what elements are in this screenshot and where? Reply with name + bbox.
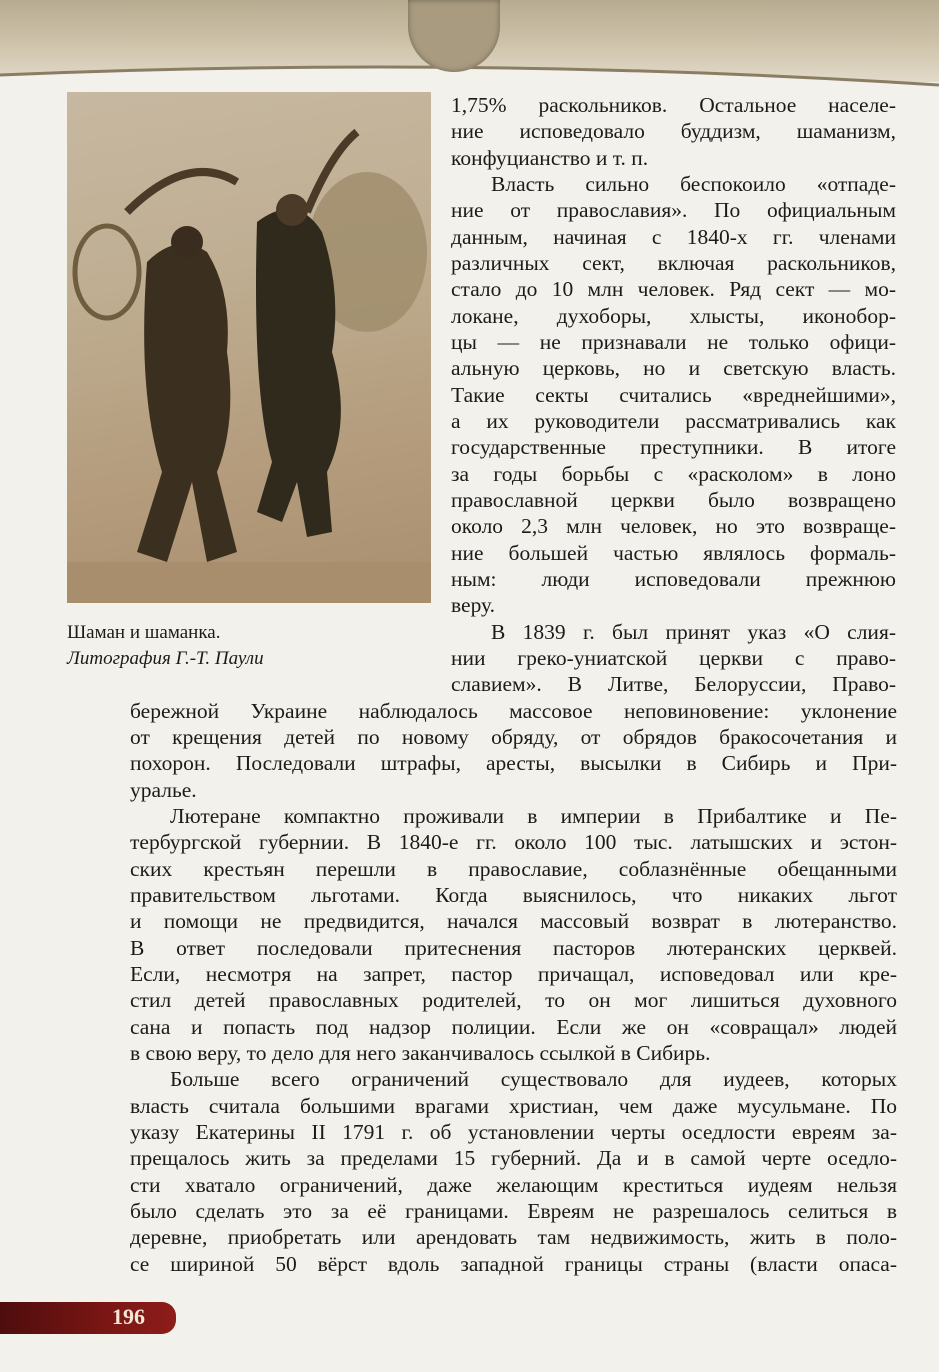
header-banner [0, 0, 939, 95]
shaman-lithograph-image [67, 92, 431, 603]
text-line: локане, духоборы, хлысты, иконобор- [451, 304, 896, 328]
text-line: ние большей частью являлось формаль- [451, 541, 896, 565]
text-line: православной церкви было возвращено [451, 488, 896, 512]
text-line: стил детей православных родителей, то он мог лишиться духовного [130, 988, 897, 1012]
text-line: государственные преступники. В итоге [451, 435, 896, 459]
text-line: похорон. Последовали штрафы, аресты, высылки в Сибирь и При- [130, 751, 897, 775]
caption-credit: Литография Г.-Т. Паули [67, 648, 264, 669]
text-line: Такие секты считались «вреднейшими», [451, 383, 896, 407]
text-line: от крещения детей по новому обряду, от обрядов бракосочетания и [130, 725, 897, 749]
page-number-tab [0, 1302, 176, 1334]
text-line: правительством льготами. Когда выяснилось, что никаких льгот [130, 883, 897, 907]
text-line: власть считала большими врагами христиан, чем даже мусульмане. По [130, 1094, 897, 1118]
page-number: 196 [112, 1304, 145, 1329]
text-line: указу Екатерины II 1791 г. об установлении черты оседлости евреям за- [130, 1120, 897, 1144]
text-line: ние исповедовало буддизм, шаманизм, [451, 119, 896, 143]
caption-title: Шаман и шаманка. [67, 622, 221, 643]
text-line: веру. [451, 593, 496, 617]
text-line: нии греко-униатской церкви с право- [451, 646, 896, 670]
text-line: различных сект, включая раскольников, [451, 251, 896, 275]
text-line: за годы борьбы с «расколом» в лоно [451, 462, 896, 486]
text-line: данным, начиная с 1840-х гг. членами [451, 225, 896, 249]
text-line: деревне, приобретать или арендовать там недвижимость, жить в поло- [130, 1225, 897, 1249]
text-line: в свою веру, то дело для него заканчивалось ссылкой в Сибирь. [130, 1041, 711, 1065]
text-line: сти хватало ограничений, даже желающим креститься иудеям нельзя [130, 1173, 897, 1197]
text-line: ние от православия». По официальным [451, 198, 896, 222]
text-line: а их руководители рассматривались как [451, 409, 896, 433]
text-line: около 2,3 млн человек, но это возвраще- [451, 514, 896, 538]
text-line: се шириной 50 вёрст вдоль западной границы страны (власти опаса- [130, 1252, 897, 1276]
text-line: уралье. [130, 778, 197, 802]
text-line: сана и попасть под надзор полиции. Если же он «совращал» людей [130, 1015, 897, 1039]
figure-caption [67, 620, 264, 672]
text-line: Власть сильно беспокоило «отпаде- [491, 172, 896, 196]
text-line: и помощи не предвидится, начался массовый возврат в лютеранство. [130, 909, 897, 933]
text-line: ным: люди исповедовали прежнюю [451, 567, 896, 591]
text-line: славием». В Литве, Белоруссии, Право- [451, 672, 896, 696]
text-line: было сделать это за её границами. Евреям не разрешалось селиться в [130, 1199, 897, 1223]
text-line: 1,75% раскольников. Остальное населе- [451, 93, 896, 117]
text-line: Лютеране компактно проживали в империи в Прибалтике и Пе- [170, 804, 897, 828]
text-line: В 1839 г. был принят указ «О слия- [491, 620, 896, 644]
text-line: альную церковь, но и светскую власть. [451, 356, 896, 380]
text-line: стало до 10 млн человек. Ряд сект — мо- [451, 277, 896, 301]
text-line: Больше всего ограничений существовало для иудеев, которых [170, 1067, 897, 1091]
text-line: В ответ последовали притеснения пасторов лютеранских церквей. [130, 936, 897, 960]
text-line: тербургской губернии. В 1840-е гг. около 100 тыс. латышских и эстон- [130, 830, 897, 854]
text-line: бережной Украине наблюдалось массовое неповиновение: уклонение [130, 699, 897, 723]
text-line: прещалось жить за пределами 15 губерний. Да и в самой черте оседло- [130, 1146, 897, 1170]
text-line: ских крестьян перешли в православие, соблазнённые обещанными [130, 857, 897, 881]
text-line: цы — не признавали не только офици- [451, 330, 896, 354]
text-line: Если, несмотря на запрет, пастор причащал, исповедовал или кре- [130, 962, 897, 986]
text-line: конфуцианство и т. п. [451, 146, 649, 170]
